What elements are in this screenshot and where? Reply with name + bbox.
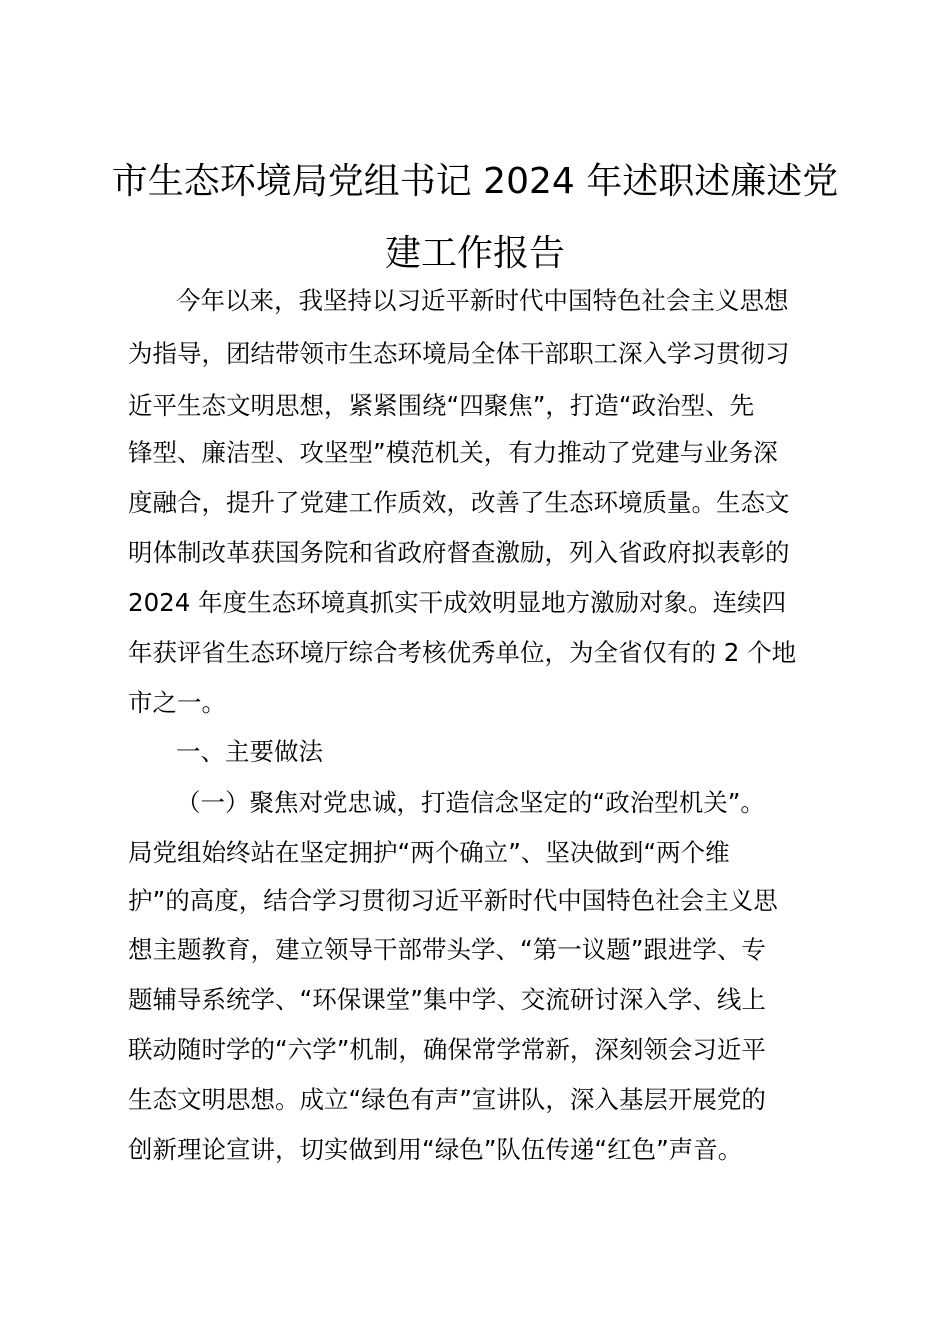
paragraph-intro-line: 2024 年度生态环境真抓实干成效明显地方激励对象。连续四 bbox=[128, 588, 787, 617]
subsection-line: 局党组始终站在坚定拥护“两个确立”、坚决做到“两个维 bbox=[128, 838, 730, 867]
subsection-line: 生态文明思想。成立“绿色有声”宣讲队，深入基层开展党的 bbox=[128, 1085, 766, 1114]
subsection-line: 护”的高度，结合学习贯彻习近平新时代中国特色社会主义思 bbox=[128, 886, 778, 915]
paragraph-intro-line: 年获评省生态环境厅综合考核优秀单位，为全省仅有的 2 个地 bbox=[128, 638, 797, 667]
paragraph-intro-line: 市之一。 bbox=[128, 688, 226, 717]
document-title-line-1: 市生态环境局党组书记 2024 年述职述廉述党 bbox=[111, 161, 839, 202]
subsection-line: 创新理论宣讲，切实做到用“绿色”队伍传递“红色”声音。 bbox=[128, 1135, 743, 1164]
paragraph-intro-line: 为指导，团结带领市生态环境局全体干部职工深入学习贯彻习 bbox=[128, 339, 790, 368]
subsection-line: 联动随时学的“六学”机制，确保常学常新，深刻领会习近平 bbox=[128, 1035, 766, 1064]
paragraph-intro-line: 今年以来，我坚持以习近平新时代中国特色社会主义思想 bbox=[176, 286, 789, 315]
paragraph-intro-line: 明体制改革获国务院和省政府督查激励，列入省政府拟表彰的 bbox=[128, 538, 790, 567]
paragraph-intro-line: 锋型、廉洁型、攻坚型”模范机关，有力推动了党建与业务深 bbox=[128, 438, 778, 467]
document-title-line-2: 建工作报告 bbox=[384, 233, 565, 274]
paragraph-intro-line: 度融合，提升了党建工作质效，改善了生态环境质量。生态文 bbox=[128, 488, 790, 517]
section-heading: 一、主要做法 bbox=[176, 737, 323, 766]
subsection-line: （一）聚焦对党忠诚，打造信念坚定的“政治型机关”。 bbox=[176, 788, 765, 817]
subsection-line: 题辅导系统学、“环保课堂”集中学、交流研讨深入学、线上 bbox=[128, 985, 766, 1014]
subsection-line: 想主题教育，建立领导干部带头学、“第一议题”跟进学、专 bbox=[128, 935, 766, 964]
paragraph-intro-line: 近平生态文明思想，紧紧围绕“四聚焦”，打造“政治型、先 bbox=[128, 391, 755, 420]
